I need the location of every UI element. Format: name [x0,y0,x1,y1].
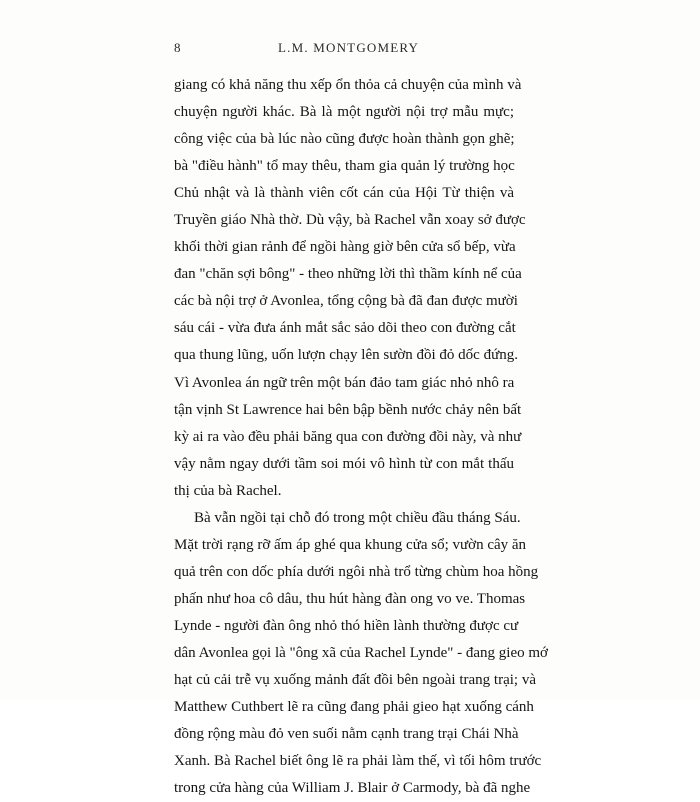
text-line: giang có khả năng thu xếp ổn thỏa cả chuyện của mình và [174,77,522,93]
running-head: L.M. MONTGOMERY [278,40,420,55]
paragraph-end-line: thị của bà Rachel. [174,482,282,499]
text-line: phấn như hoa cô dâu, thu hút hàng đàn ong vo ve. Thomas [174,590,526,607]
page-header [170,40,530,60]
text-line: Chủ nhật và là thành viên cốt cán của Hội Từ thiện và [174,185,514,202]
text-line: hạt củ cải trễ vụ xuống mảnh đất đồi bên ngoài trang trại; và [174,672,536,689]
text-line: Lynde - người đàn ông nhỏ thó hiền lành thường được cư [174,617,519,634]
text-line: sáu cái - vừa đưa ánh mắt sắc sảo dõi theo con đường cắt [174,320,516,337]
paragraph-start-line: Bà vẫn ngồi tại chỗ đó trong một chiều đầu tháng Sáu. [194,509,521,526]
text-line: kỳ ai ra vào đều phải băng qua con đường đồi này, và như [174,428,522,445]
page-number: 8 [174,40,182,55]
text-line: Truyền giáo Nhà thờ. Dù vậy, bà Rachel vẫn xoay sở được [174,212,526,229]
text-line: đan "chăn sợi bông" - theo những lời thì thầm kính nể của [174,266,522,283]
text-line: đồng rộng màu đỏ ven suối nằm cạnh trang trại Chái Nhà [174,726,519,743]
text-line: khối thời gian rảnh để ngồi hàng giờ bên cửa sổ bếp, vừa [174,239,516,256]
text-line: qua thung lũng, uốn lượn chạy lên sườn đồi đỏ dốc đứng. [174,347,518,364]
text-line: dân Avonlea gọi là "ông xã của Rachel Lynde" - đang gieo mớ [174,644,548,661]
text-line: Matthew Cuthbert lẽ ra cũng đang phải gieo hạt xuống cánh [174,699,534,716]
text-line: vậy nằm ngay dưới tầm soi mói vô hình từ con mắt thấu [174,455,514,472]
text-line: Xanh. Bà Rachel biết ông lẽ ra phải làm thế, vì tối hôm trước [174,753,542,770]
text-line: quả trên con dốc phía dưới ngôi nhà trổ từng chùm hoa hồng [174,563,539,580]
text-line: công việc của bà lúc nào cũng được hoàn thành gọn ghẽ; [174,131,515,148]
text-line: các bà nội trợ ở Avonlea, tổng cộng bà đã đan được mười [174,293,518,310]
text-line: trong cửa hàng của William J. Blair ở Carmody, bà đã nghe [174,780,531,797]
text-line: bà "điều hành" tổ may thêu, tham gia quản lý trường học [174,158,515,175]
text-line: Vì Avonlea án ngữ trên một bán đảo tam giác nhỏ nhô ra [174,374,515,391]
body-text [174,72,548,802]
text-line: Mặt trời rạng rỡ ấm áp ghé qua khung cửa sổ; vườn cây ăn [174,536,527,553]
text-line: chuyện người khác. Bà là một người nội trợ mẫu mực; [174,104,514,121]
text-line: tận vịnh St Lawrence hai bên bập bềnh nước chảy nên bất [174,401,522,418]
